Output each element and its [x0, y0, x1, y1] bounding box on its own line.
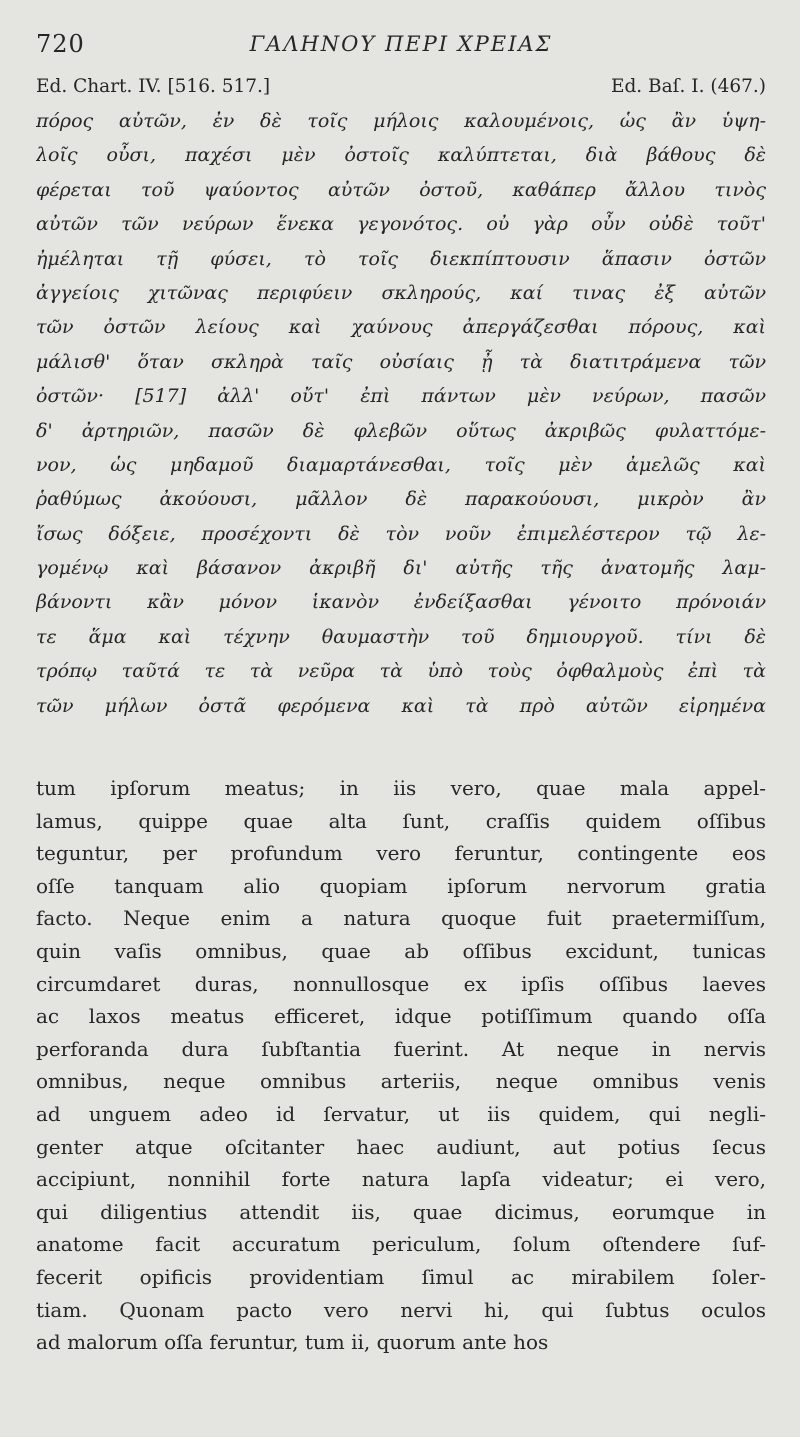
- latin-text-line: qui diligentius attendit iis, quae dicimus, eorumque in: [36, 1199, 766, 1224]
- latin-text-line: genter atque oſcitanter haec audiunt, aut potius ſecus: [36, 1134, 766, 1159]
- greek-text-line: ἴσως δόξειε, προσέχοντι δὲ τὸν νοῦν ἐπιμελέστερον τῷ λε-: [36, 522, 766, 545]
- greek-text-line: τῶν μήλων ὀστᾶ φερόμενα καὶ τὰ πρὸ αὐτῶν εἰρημένα: [36, 694, 766, 717]
- latin-text-line: lamus, quippe quae alta ſunt, craſſis quidem oſſibus: [36, 808, 766, 833]
- latin-text-line: ac laxos meatus efficeret, idque potiſſimum quando oſſa: [36, 1004, 766, 1029]
- greek-text-line: ῥαθύμως ἀκούουσι, μᾶλλον δὲ παρακούουσι, μικρὸν ἂν: [36, 488, 766, 511]
- greek-text-block: [36, 104, 766, 723]
- greek-text-line: ὀστῶν· [517] ἀλλ' οὔτ' ἐπὶ πάντων μὲν νεύρων, πασῶν: [36, 385, 766, 408]
- latin-text-line: fecerit opificis providentiam ſimul ac mirabilem ſoler-: [36, 1264, 766, 1289]
- greek-text-line: τρόπῳ ταῦτά τε τὰ νεῦρα τὰ ὑπὸ τοὺς ὀφθαλμοὺς ἐπὶ τὰ: [36, 660, 766, 683]
- greek-text-line: γομένῳ καὶ βάσανον ἀκριβῆ δι' αὐτῆς τῆς ἀνατομῆς λαμ-: [36, 557, 766, 580]
- latin-text-line: omnibus, neque omnibus arteriis, neque omnibus venis: [36, 1069, 766, 1094]
- page-number: 720: [36, 30, 85, 58]
- page-header: [36, 30, 766, 66]
- latin-text-block: [36, 772, 766, 1359]
- latin-text-line: quin vaſis omnibus, quae ab oſſibus excidunt, tunicas: [36, 938, 766, 963]
- latin-text-line: oſſe tanquam alio quopiam ipſorum nervorum gratia: [36, 873, 766, 898]
- running-title: ΓΑΛΗΝΟΥ ΠΕΡΙ ΧΡΕΙΑΣ: [249, 32, 553, 56]
- greek-text-line: δ' ἀρτηριῶν, πασῶν δὲ φλεβῶν οὕτως ἀκριβῶς φυλαττόμε-: [36, 419, 766, 442]
- edition-references: [36, 76, 766, 104]
- latin-text-line: ad malorum oſſa feruntur, tum ii, quorum ante hos: [36, 1330, 549, 1355]
- latin-text-line: accipiunt, nonnihil forte natura lapſa videatur; ei vero,: [36, 1167, 766, 1192]
- latin-text-line: facto. Neque enim a natura quoque fuit praetermiſſum,: [36, 906, 766, 931]
- latin-text-line: tum ipſorum meatus; in iis vero, quae mala appel-: [36, 776, 766, 800]
- latin-text-line: tiam. Quonam pacto vero nervi hi, qui ſubtus oculos: [36, 1297, 766, 1322]
- latin-text-line: ad unguem adeo id ſervatur, ut iis quidem, qui negli-: [36, 1101, 766, 1126]
- greek-text-line: πόρος αὐτῶν, ἐν δὲ τοῖς μήλοις καλουμένοις, ὡς ἂν ὑψη-: [36, 110, 766, 132]
- greek-text-line: τῶν ὀστῶν λείους καὶ χαύνους ἀπεργάζεσθαι πόρους, καὶ: [36, 316, 766, 339]
- latin-text-line: perforanda dura ſubſtantia fuerint. At neque in nervis: [36, 1036, 766, 1061]
- latin-text-line: teguntur, per profundum vero feruntur, contingente eos: [36, 841, 766, 866]
- greek-text-line: ἀγγείοις χιτῶνας περιφύειν σκληρούς, καί τινας ἐξ αὐτῶν: [36, 281, 766, 304]
- edition-reference-basel: Ed. Baſ. I. (467.): [610, 76, 766, 97]
- greek-text-line: λοῖς οὖσι, παχέσι μὲν ὀστοῖς καλύπτεται, διὰ βάθους δὲ: [36, 144, 766, 167]
- greek-text-line: μάλισθ' ὅταν σκληρὰ ταῖς οὐσίαις ᾖ τὰ διατιτράμενα τῶν: [36, 350, 766, 373]
- greek-text-line: φέρεται τοῦ ψαύοντος αὐτῶν ὀστοῦ, καθάπερ ἄλλου τινὸς: [36, 178, 766, 201]
- edition-reference-chartier: Ed. Chart. IV. [516. 517.]: [36, 76, 271, 97]
- greek-text-line: βάνοντι κἂν μόνον ἱκανὸν ἐνδείξασθαι γένοιτο πρόνοιάν: [36, 591, 766, 614]
- greek-text-line: νον, ὡς μηδαμοῦ διαμαρτάνεσθαι, τοῖς μὲν ἀμελῶς καὶ: [36, 453, 766, 476]
- greek-text-line: αὐτῶν τῶν νεύρων ἕνεκα γεγονότος. οὐ γὰρ οὖν οὐδὲ τοῦτ': [36, 213, 766, 236]
- greek-text-line: ἠμέληται τῇ φύσει, τὸ τοῖς διεκπίπτουσιν ἅπασιν ὀστῶν: [36, 247, 766, 270]
- latin-text-line: circumdaret duras, nonnullosque ex ipſis oſſibus laeves: [36, 971, 766, 996]
- latin-text-line: anatome facit accuratum periculum, ſolum oſtendere ſuf-: [36, 1232, 766, 1257]
- greek-text-line: τε ἅμα καὶ τέχνην θαυμαστὴν τοῦ δημιουργοῦ. τίνι δὲ: [36, 625, 766, 648]
